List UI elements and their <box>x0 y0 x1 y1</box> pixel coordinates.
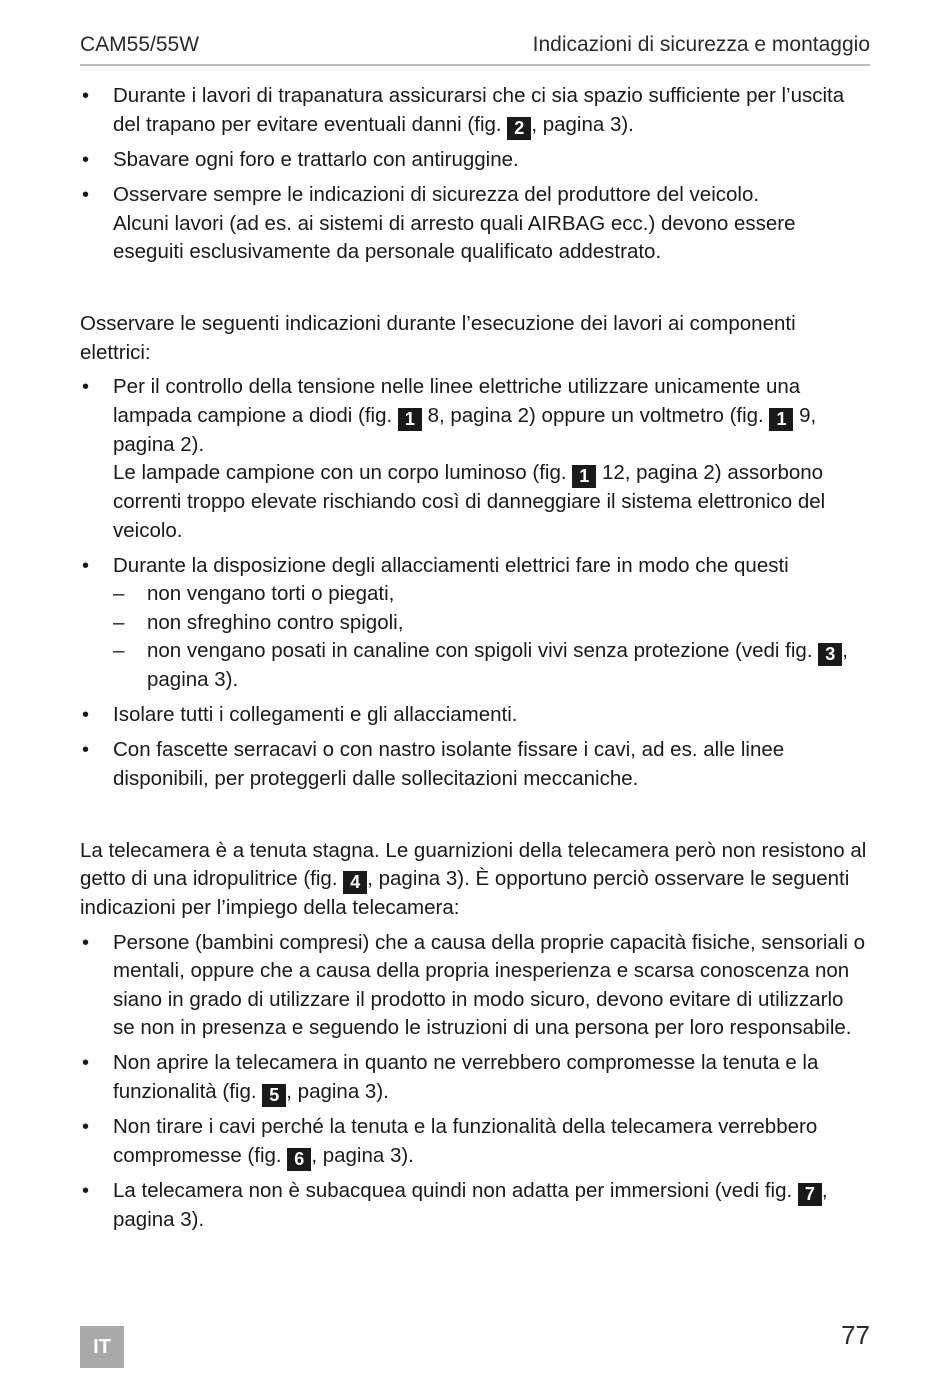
page-number: 77 <box>841 1320 870 1350</box>
text: Non tirare i cavi perché la tenuta e la funzionalità della telecamera verrebbero compromesse (fig. <box>113 1115 818 1167</box>
text: , pagina 3). È opportuno perciò osservare le seguenti indicazioni per l’impiego della telecamera: <box>80 867 850 919</box>
list-item <box>80 1049 870 1107</box>
list-item <box>80 1177 870 1235</box>
header-section-title: Indicazioni di sicurezza e montaggio <box>532 33 870 56</box>
text: Le lampade campione con un corpo luminoso (fig. <box>113 461 573 484</box>
text: Durante i lavori di trapanatura assicurarsi che ci sia spazio sufficiente per l’uscita del trapano per evitare eventuali danni (fig. <box>113 84 845 136</box>
page-header <box>80 28 870 66</box>
list-item <box>80 373 870 545</box>
text: Osservare sempre le indicazioni di sicurezza del produttore del veicolo. <box>113 183 760 206</box>
text: non vengano torti o piegati, <box>147 582 395 605</box>
text: , pagina 3). <box>286 1079 389 1103</box>
list-item <box>80 736 870 793</box>
text: , pagina 3). <box>531 112 634 136</box>
electrical-bullet-list <box>80 373 870 793</box>
text: La telecamera è a tenuta stagna. Le guarnizioni della telecamera però non resistono al getto di una idropulitrice (fig. <box>80 838 867 890</box>
figure-ref-badge: 5 <box>262 1084 286 1107</box>
figure-ref-badge: 1 <box>572 465 596 488</box>
text: Sbavare ogni foro e trattarlo con antiruggine. <box>113 148 519 171</box>
text: 12, pagina 2) assorbono correnti troppo elevate rischiando così di danneggiare il sistema elettronico del veicolo. <box>113 461 826 542</box>
list-item <box>80 929 870 1043</box>
text: Alcuni lavori (ad es. ai sistemi di arresto quali AIRBAG ecc.) devono essere eseguiti esclusivamente da personale qualificato addestrato. <box>113 211 796 263</box>
text: 8, pagina 2) oppure un voltmetro (fig. <box>421 403 770 427</box>
drilling-bullet-list <box>80 82 870 267</box>
language-badge: IT <box>80 1326 124 1368</box>
dash-sub-list <box>113 580 870 695</box>
list-item <box>80 82 870 140</box>
sub-list-item <box>113 580 870 609</box>
figure-ref-badge: 2 <box>507 117 531 140</box>
figure-ref-badge: 3 <box>818 643 842 666</box>
figure-ref-badge: 1 <box>398 408 422 431</box>
list-item <box>80 701 870 730</box>
header-model: CAM55/55W <box>80 33 200 56</box>
page-content <box>80 82 870 1241</box>
list-item <box>80 146 870 175</box>
text: 9, pagina 2). <box>113 403 817 456</box>
figure-ref-badge: 4 <box>343 871 367 894</box>
text: La telecamera non è subacquea quindi non adatta per immersioni (vedi fig. <box>113 1179 798 1202</box>
text: Isolare tutti i collegamenti e gli allacciamenti. <box>113 703 518 726</box>
sub-list-item <box>113 609 870 638</box>
electrical-intro-paragraph: Osservare le seguenti indicazioni durante l’esecuzione dei lavori ai componenti elettrici: <box>80 312 796 364</box>
text: , pagina 3). <box>113 1179 828 1231</box>
sub-list-item <box>113 637 870 695</box>
list-item <box>80 181 870 267</box>
text: Per il controllo della tensione nelle linee elettriche utilizzare unicamente una lampada campione a diodi (fig. <box>113 375 801 427</box>
text: non sfreghino contro spigoli, <box>147 610 404 634</box>
text: Con fascette serracavi o con nastro isolante fissare i cavi, ad es. alle linee disponibili, per proteggerli dalle sollecitazioni meccaniche. <box>113 738 785 790</box>
camera-bullet-list <box>80 929 870 1235</box>
text: Non aprire la telecamera in quanto ne verrebbero compromesse la tenuta e la funzionalità (fig. <box>113 1051 819 1103</box>
text: , pagina 3). <box>311 1143 414 1167</box>
list-item <box>80 1113 870 1171</box>
text: , pagina 3). <box>147 639 848 691</box>
figure-ref-badge: 6 <box>287 1148 311 1171</box>
text: Persone (bambini compresi) che a causa della proprie capacità fisiche, sensoriali o mentali, oppure che a causa della propria inesperienza e scarsa conoscenza non siano in grado di utilizzare il prodotto in modo sicuro, devono evitare di utilizzarlo se non in presenza e seguendo le istruzioni di una persona per loro responsabile. <box>113 930 866 1039</box>
figure-ref-badge: 7 <box>798 1183 822 1206</box>
figure-ref-badge: 1 <box>769 408 793 431</box>
list-item <box>80 552 870 695</box>
text: non vengano posati in canaline con spigoli vivi senza protezione (vedi fig. <box>147 639 819 662</box>
text: Durante la disposizione degli allacciamenti elettrici fare in modo che questi <box>113 553 789 577</box>
camera-intro-paragraph <box>80 837 870 923</box>
